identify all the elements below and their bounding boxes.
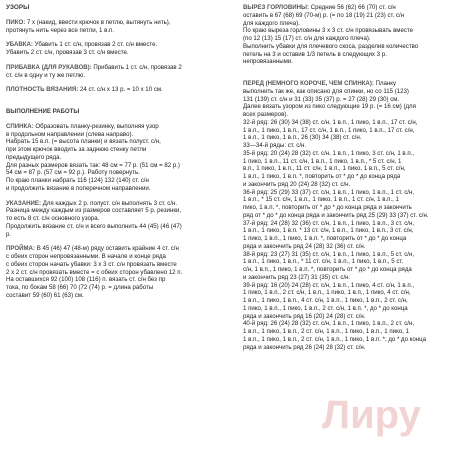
armhole-label: ПРОЙМА:	[6, 245, 35, 253]
note-line: Для каждых 2 р. полуст. с/н выполнять 3 ст. с/н.	[41, 199, 178, 207]
back-line: 54 см = 87 р. (57 см = 92 р.). Работу повернуть.	[6, 169, 140, 177]
back-line: Набрать 15 в.п. (= высота планки) и вязать полуст. с/н,	[6, 138, 161, 146]
front-paragraph	[243, 80, 455, 351]
armhole-line: с обеих сторон начать убавки: 3 х 3 ст. с/н провязать вместе	[6, 260, 177, 268]
armhole-line: В 45 (46) 47 (48-м) ряду оставить крайние 4 ст. с/н	[35, 245, 179, 253]
front-line: 1 в.п., 1 пико, 1 в.п., 26 (30) 34 (38) ст. с/н.	[243, 134, 362, 142]
back-line: и продолжить вязание в поперечном направлении.	[6, 184, 151, 192]
piko-label: ПИКО:	[6, 18, 26, 26]
front-line: 1 в.п., * 15 ст. с/н, 1 в.п., 1 пико, 1 в.п., 1 ст. с/н, 1 в.п., 1	[243, 196, 399, 204]
decrease-paragraph	[6, 41, 234, 57]
front-line: Далее вязать узором из пико следующие 19 р. (= 16 см) (для	[243, 103, 416, 111]
front-line: выполнить так же, как описано для спинки, но со 115 (123)	[243, 87, 409, 95]
note-line: Продолжить вязание ст. с/н и всего выполнить 44 (45) (46 (47)	[6, 222, 182, 230]
front-line: всех размеров).	[243, 111, 289, 118]
increase-label: ПРИБАВКА (ДЛЯ РУКАВОВ):	[6, 63, 92, 71]
front-line: 33—34-й ряды: ст. с/н.	[243, 142, 307, 149]
front-line: 1 пико, 1 в.п., 11 ст. с/н, 1 в.п., 1 пико, 1 в.п., * 5 ст. с/н, 1	[243, 157, 402, 165]
front-line: 1 пико, 1 в.п., 2 ст. с/н, 1 в.п., 1 пико, 1 в.п., 1 пико, 4 ст. с/н,	[243, 289, 411, 297]
front-line: 1 в.п., 1 пико, 1 в.п., 17 ст. с/н, 1 в.п., 1 пико, 1 в.п., 17 ст. с/н,	[243, 126, 415, 134]
neckline-line: непровязанными.	[243, 58, 293, 66]
front-label: ПЕРЕД (НЕМНОГО КОРОЧЕ, ЧЕМ СПИНКА):	[243, 80, 374, 87]
density-paragraph	[6, 86, 234, 94]
front-line: ряда и закончить ряд 24 (28) 32 (36) ст. с/н.	[243, 242, 366, 250]
back-line: Для разных размеров вязать так: 48 см = 77 р. (51 см = 82 р.)	[6, 161, 180, 169]
front-line: ряд от * до * до конца ряда и закончить ряд 25 (29) 33 (37) ст. с/н.	[243, 211, 429, 219]
neckline-line: По краю выреза горловины 3 х 3 ст. с/н провязывать вместе	[243, 27, 414, 35]
armhole-line: На оставшихся 92 (100) 108 (116) п. вязать ст. с/н без пр	[6, 276, 166, 284]
density-label: ПЛОТНОСТЬ ВЯЗАНИЯ:	[6, 86, 79, 94]
front-line: 39-й ряд: 16 (20) 24 (28) ст. с/н, 1 в.п., 1 пико, 4 ст. с/н, 1 в.п.,	[243, 281, 415, 289]
front-line: 38-й ряд: 23 (27) 31 (35) ст. с/н, 1 в.п., 1 пико, 1 в.п., 5 ст. с/н,	[243, 250, 415, 258]
neckline-line: оставить в 67 (68) 69 (70-м) р. (= по 18 (19) 21 (23) ст. с/н	[243, 11, 405, 19]
note-line: то есть 8 ст. с/н основного узора.	[6, 215, 100, 222]
front-line: 35-й ряд: 20 (24) 28 (32) ст. с/н, 1 в.п., 1 пико, 3 ст. с/н, 1 в.п.,	[243, 149, 415, 157]
note-paragraph	[6, 200, 234, 239]
front-line: и закончить ряд 20 (24) 28 (32) ст. с/н.	[243, 180, 351, 188]
neckline-line: петель на 3 и оставив 1/3 петель в следующих 3 р.	[243, 50, 387, 58]
density-text: 24 ст. с/н х 13 р. = 10 х 10 см.	[78, 86, 163, 94]
front-line: ряда и закончить ряд 26 (24) 28 (32) ст. с/н.	[243, 343, 366, 351]
neckline-line: для каждого плеча).	[243, 19, 300, 27]
section-title-patterns: УЗОРЫ	[6, 4, 30, 11]
front-line: 131 (139) ст. с/н и 31 (33) 35 (37) р. = 27 (28) 29 (30) см.	[243, 95, 400, 103]
decrease-line: Убавить 1 ст. с/н, провязав 2 ст. с/н вместе.	[32, 41, 158, 49]
front-line: 32-й ряд: 26 (30) 34 (38) ст. с/н, 1 в.п., 1 пико, 1 в.п., 17 ст. с/н,	[243, 118, 418, 126]
note-line: Разница между каждым из размеров составляет 5 р. резинки,	[6, 207, 182, 215]
back-line: при этом крючок вводить за заднюю стенку петли	[6, 146, 147, 153]
back-paragraph	[6, 123, 234, 193]
section-title-work: ВЫПОЛНЕНИЕ РАБОТЫ	[6, 108, 80, 115]
front-line: 1 в.п., 1 пико, 1 в.п., 2 ст. с/н, 1 в.п., 1 пико, 1 в.п. *, до * до конца	[243, 335, 427, 343]
armhole-line: с обеих сторон непровязанными. В начале и конце ряда	[6, 253, 166, 260]
front-line: 37-й ряд: 24 (28) 32 (36) ст. с/н, 1 в.п., 1 пико, 1 в.п., 3 ст. с/н,	[243, 219, 415, 227]
neckline-line: (по 12 (13) 15 (17) ст. с/н для каждого плеча).	[243, 35, 371, 42]
front-line: 1 в.п., 1 пико, 1 в.п., * 11 ст. с/н, 1 в.п., 1 пико, 1 в.п., 5 ст.	[243, 258, 404, 266]
back-line: предыдущего ряда.	[6, 153, 62, 161]
front-line: Планку	[373, 80, 397, 87]
watermark-logo: Лиру	[322, 393, 421, 437]
piko-paragraph	[6, 19, 234, 35]
increase-paragraph	[6, 64, 234, 80]
front-line: 40-й ряд: 26 (24) 28 (32) ст. с/н, 1 в.п., 1 пико, 1 в.п., 2 ст. с/н,	[243, 320, 415, 328]
note-label: УКАЗАНИЕ:	[6, 199, 42, 207]
decrease-label: УБАВКА:	[6, 41, 33, 49]
neckline-line: Выполнить убавки для плечевого скоса, разделив количество	[243, 42, 419, 50]
neckline-paragraph	[243, 4, 455, 66]
front-line: 1 пико, 1 в.п., 1 пико, 1 в.п., 2 ст. с/н, 1 в.п. *, до * до конца	[243, 304, 408, 312]
front-line: 1 в.п., 1 пико, 1 в.п. *, повторить от * до * до конца ряда	[243, 173, 401, 180]
piko-line: протянуть нить через все петли, 1 в.п.	[6, 26, 115, 34]
back-line: в продольном направлении (слева направо).	[6, 130, 134, 138]
front-line: 1 пико, 1 в.п., 1 пико, 1 в.п. *, повторить от * до * до конца	[243, 235, 407, 242]
front-line: 1 в.п., 1 пико, 1 в.п. * 13 ст. с/н, 1 в.п., 1 пико, 1 в.п., 3 ст. с/н,	[243, 227, 414, 235]
armhole-line: тока, по бокам 58 (66) 70 (72 (74) р. = длина работы	[6, 284, 154, 291]
front-line: 1 в.п., 1 пико, 1 в.п., 2 ст. с/н, 1 в.п., 1 пико, 1 в.п., 1 пико, 1	[243, 328, 409, 335]
front-line: и закончить ряд 23 (27) 31 (35) ст. с/н.	[243, 273, 351, 281]
increase-line: Прибавить 1 ст. с/н, провязав 2	[91, 63, 182, 71]
front-line: ряда и закончить ряд 16 (20) 24 (28) ст. с/н.	[243, 312, 366, 320]
back-line: По краю планки набрать 116 (124) 132 (140) ст. с/н	[6, 177, 149, 184]
front-line: 1 в.п., 1 пико, 1 в.п., 4 ст. с/н, 1 в.п., 1 пико, 1 в.п., 2 ст. с/н,	[243, 297, 408, 304]
piko-line: 7 х (накид, ввести крючок в петлю, вытянуть нить),	[25, 18, 171, 26]
armhole-paragraph	[6, 245, 234, 299]
back-label: СПИНКА:	[6, 122, 34, 130]
armhole-line: составит 59 (60) 61 (63) см.	[6, 291, 84, 299]
front-line: 36-й ряд: 25 (29) 33 (37) ст. с/н, 1 в.п., 1 пико, 1 в.п., 1 ст. с/н,	[243, 188, 415, 196]
back-line: Образовать планку-резинку, выполняя узор	[33, 122, 159, 130]
neckline-label: ВЫРЕЗ ГОРЛОВИНЫ:	[243, 4, 309, 11]
decrease-line: Убавить 2 ст. с/н, провязав 3 ст. с/н вместе.	[6, 49, 129, 56]
front-line: пико, 1 в.п. *, повторить от * до * до конца ряда и закончить	[243, 204, 412, 211]
left-column	[6, 4, 234, 300]
note-line: р.	[6, 230, 12, 238]
right-column	[243, 4, 455, 351]
front-line: в.п., 1 пико, 1 в.п., 11 ст. с/н, 1 в.п., 1 пико, 1 в.п., 5 ст. с/н,	[243, 165, 406, 173]
increase-line: ст. с/н в одну и ту же петлю.	[6, 71, 86, 79]
front-line: с/н, 1 в.п., 1 пико, 1 в.п. *, повторить от * до * до конца ряда	[243, 266, 412, 273]
armhole-line: 2 х 2 ст. с/н провязать вместе = с обеих сторон убавлено 12 п.	[6, 268, 183, 276]
neckline-line: Средние 56 (62) 66 (70) ст. с/н	[309, 4, 396, 11]
